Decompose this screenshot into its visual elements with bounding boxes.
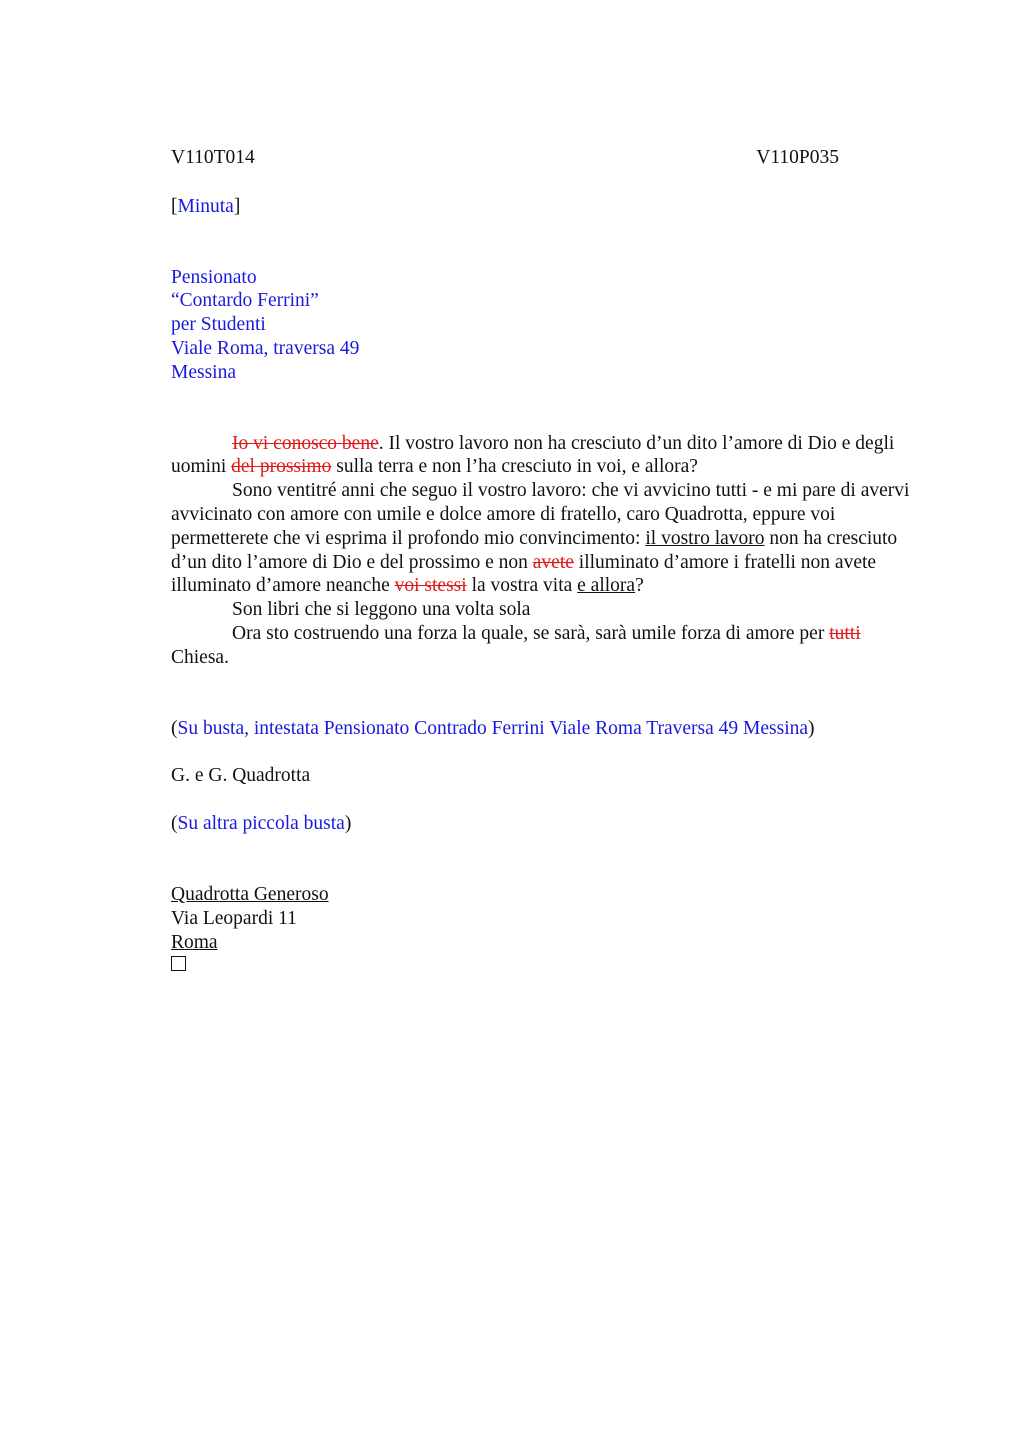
document-page (171, 146, 916, 978)
address-line: Pensionato (171, 266, 257, 288)
recipient-name: Quadrotta Generoso (171, 883, 329, 905)
right-code: V110P035 (756, 147, 839, 168)
empty-square-icon (171, 956, 186, 971)
letter-body (171, 432, 916, 670)
paragraph-3: Son libri che si leggono una volta sola (232, 599, 531, 621)
document-header (171, 146, 839, 170)
address-line: “Contardo Ferrini” (171, 290, 319, 312)
address-line: Messina (171, 361, 236, 383)
left-code: V110T014 (171, 147, 255, 168)
recipient-city: Roma (171, 931, 218, 953)
minuta-label: [Minuta] (171, 195, 241, 217)
paragraph-4: Ora sto costruendo una forza la quale, se sarà, sarà umile forza di amore per tutti Chiesa. (171, 622, 861, 668)
small-envelope-note: (Su altra piccola busta) (171, 813, 352, 835)
signature: G. e G. Quadrotta (171, 765, 311, 787)
envelope-note: (Su busta, intestata Pensionato Contrado Ferrini Viale Roma Traversa 49 Messina) (171, 717, 815, 739)
address-block (171, 266, 916, 385)
address-line: per Studenti (171, 314, 266, 336)
recipient-block (171, 883, 916, 978)
recipient-street: Via Leopardi 11 (171, 907, 297, 929)
address-line: Viale Roma, traversa 49 (171, 337, 360, 359)
paragraph-2: Sono ventitré anni che seguo il vostro lavoro: che vi avvicino tutti - e mi pare di avervi avvicinato con amore con umile e dolce amore di fratello, caro Quadrotta, eppure voi permetterete che vi esprima il profondo mio convincimento: il vostro lavoro non ha cresciuto d’un dito l’amore di Dio e del prossimo e non avete illuminato d’amore i fratelli non avete illuminato d’amore neanche voi stessi la vostra vita e allora? (171, 480, 910, 597)
paragraph-1: Io vi conosco bene. Il vostro lavoro non ha cresciuto d’un dito l’amore di Dio e degli uomini del prossimo sulla terra e non l’ha cresciuto in voi, e allora? (171, 432, 895, 478)
